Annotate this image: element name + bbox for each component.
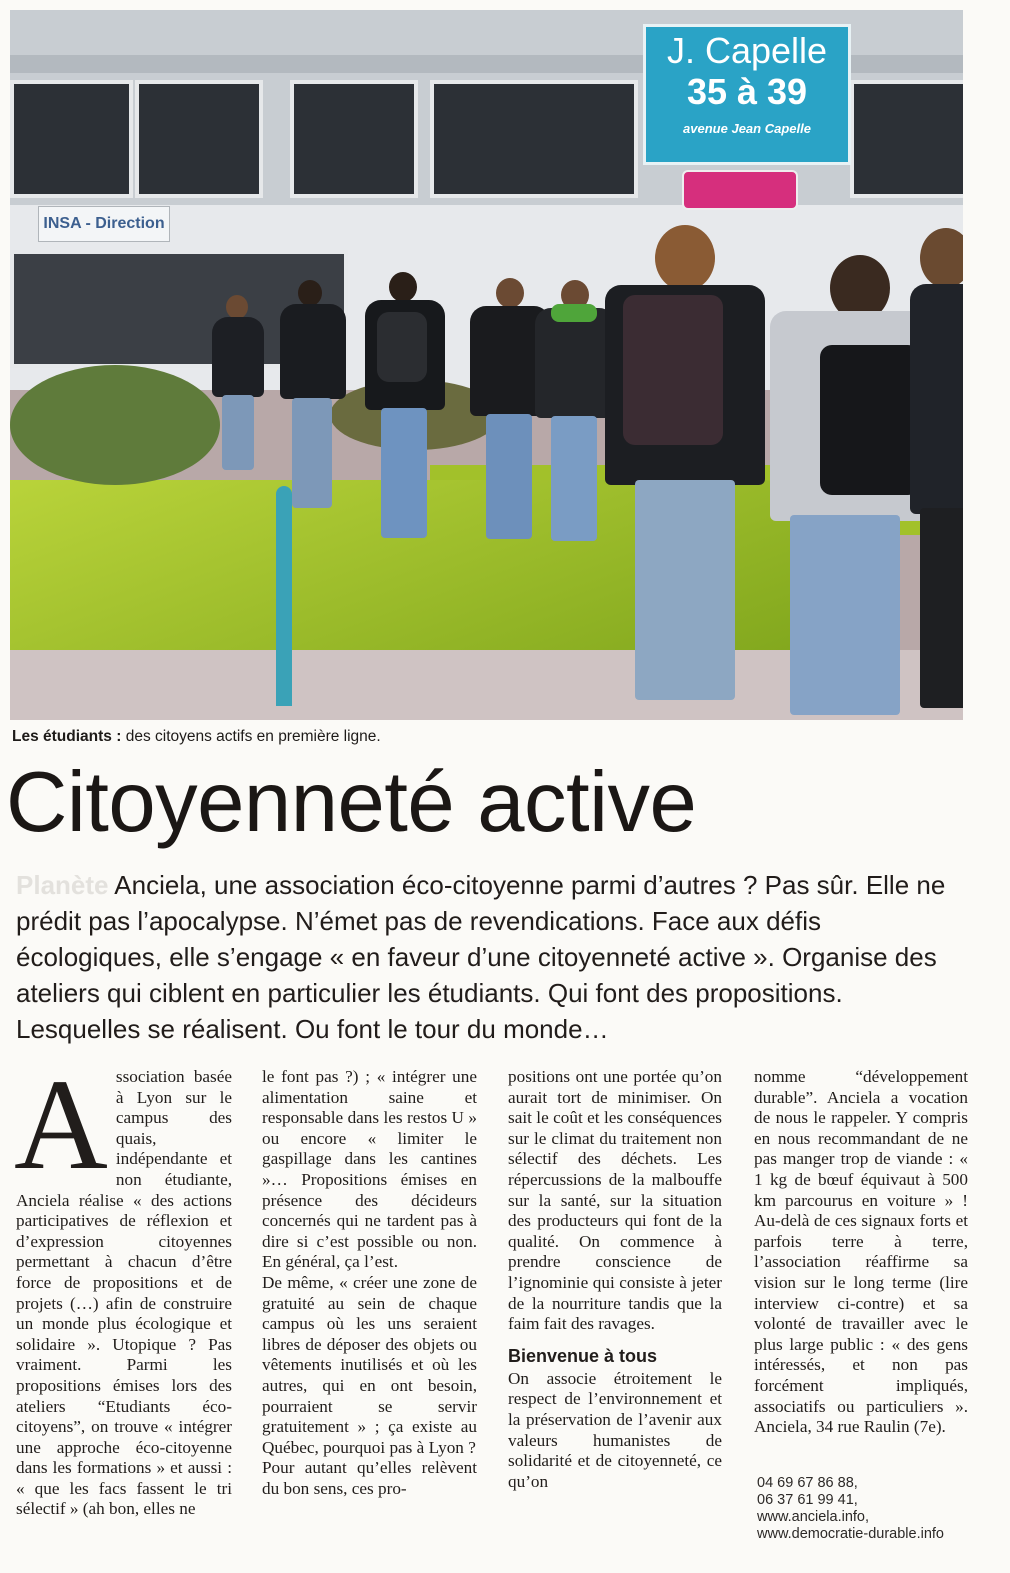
- caption-bold: Les étudiants :: [12, 728, 122, 745]
- article-photo: [10, 10, 963, 720]
- building-window: [430, 80, 638, 198]
- article-column-4: [754, 1067, 968, 1438]
- contact-block: [757, 1475, 977, 1543]
- article-column-1: [14, 1053, 232, 1520]
- lead-text: Anciela, une association éco-citoyenne parmi d’autres ? Pas sûr. Elle ne prédit pas l’apocalypse. N’émet pas de revendications. Face aux défis écologiques, elle s’engage « en faveur d’une citoyenneté active ». Organise des ateliers qui ciblent en particulier les étudiants. Qui font des propositions. Lesquelles se réalisent. Ou font le tour du monde…: [16, 870, 946, 1044]
- street-sign-name: J. Capelle: [666, 30, 828, 71]
- headline: Citoyenneté active: [6, 755, 697, 850]
- article-column-3: [508, 1067, 722, 1492]
- column-3-paragraph-2: On associe étroitement le respect de l’environnement et la préservation de l’avenir aux valeurs humanistes de solidarité et de citoyenneté, ce qu’on: [508, 1368, 722, 1491]
- phone-number-2: 06 37 61 99 41,: [757, 1492, 858, 1508]
- column-2-paragraph-2: De même, « créer une zone de gratuité au sein de chaque campus où les uns seraient libres de déposer des objets ou vêtements inutilisés et où les autres, qui en ont besoin, pourraient se servir gratuitement » ; ça existe au Québec, pourquoi pas à Lyon ?: [262, 1272, 477, 1457]
- website-link-2: www.democratie-durable.info: [757, 1526, 944, 1542]
- street-sign-numbers: 35 à 39: [686, 71, 808, 112]
- shrub: [10, 365, 220, 485]
- pink-sign: [682, 170, 798, 210]
- column-4-text: nomme “développement durable”. Anciela a vocation de nous le rappeler. Y compris en nous recommandant de ne pas manger trop de viande : « 1 kg de bœuf équivaut à 500 km parcourus en voiture » ! Au-delà de ces signaux forts et parfois terre à terre, l’association réaffirme sa vision sur le long terme (lire interview ci-contre) et sa volonté de travailler avec le plus large public : « des gens intéressés, et non pas forcément impliqués, associatifs ou particuliers ». Anciela, 34 rue Raulin (7e).: [754, 1067, 968, 1437]
- column-3-paragraph-1: positions ont une portée qu’on aurait tort de minimiser. On sait le coût et les conséquences sur le climat du traitement non sélectif des déchets. Les répercussions de la malbouffe sur la santé, sur la situation des producteurs qui font de la qualité. On commence à prendre conscience de l’ignominie qui consiste à jeter de la nourriture tandis que la faim fait des ravages.: [508, 1067, 722, 1334]
- phone-number-1: 04 69 67 86 88,: [757, 1475, 858, 1491]
- building-window: [850, 80, 963, 198]
- photo-caption: [12, 728, 381, 746]
- website-link-1: www.anciela.info,: [757, 1509, 870, 1525]
- building-window: [135, 80, 263, 198]
- drop-cap: A: [14, 1053, 108, 1197]
- building-window: [290, 80, 418, 198]
- caption-text: des citoyens actifs en première ligne.: [121, 728, 381, 745]
- building-window: [10, 80, 133, 198]
- column-1-text: ssociation basée à Lyon sur le campus des quais, indépendante et non étudiante, Anciela réalise « des actions participatives de réflexion et d’expression citoyennes permettant à chacun d’être force de propositions et de projets (…) afin de construire un monde plus écologique et solidaire ». Utopique ? Pas vraiment. Parmi les propositions émises lors des ateliers “Etudiants éco-citoyens”, on trouve « intégrer une approche éco-citoyenne dans les formations » et aussi : « que les facs fassent le tri sélectif » (ah bon, elles ne: [16, 1067, 232, 1519]
- section-kicker: Planète: [16, 870, 109, 900]
- insa-sign: INSA - Direction: [38, 206, 170, 242]
- subheading: Bienvenue à tous: [508, 1345, 658, 1366]
- street-sign-avenue: avenue Jean Capelle: [683, 121, 811, 136]
- lead-paragraph: [16, 867, 946, 1047]
- column-2-paragraph-1: le font pas ?) ; « intégrer une alimentation saine et responsable dans les restos U » ou encore « limiter le gaspillage dans les cantines »… Propositions émises en présence des décideurs concernés qui ne tardent pas à dire si c’est possible ou non. En général, ça l’est.: [262, 1067, 477, 1272]
- street-sign: [643, 24, 851, 165]
- column-2-paragraph-3: Pour autant qu’elles relèvent du bon sens, ces pro-: [262, 1458, 477, 1498]
- bollard: [276, 486, 292, 706]
- article-column-2: [262, 1067, 477, 1499]
